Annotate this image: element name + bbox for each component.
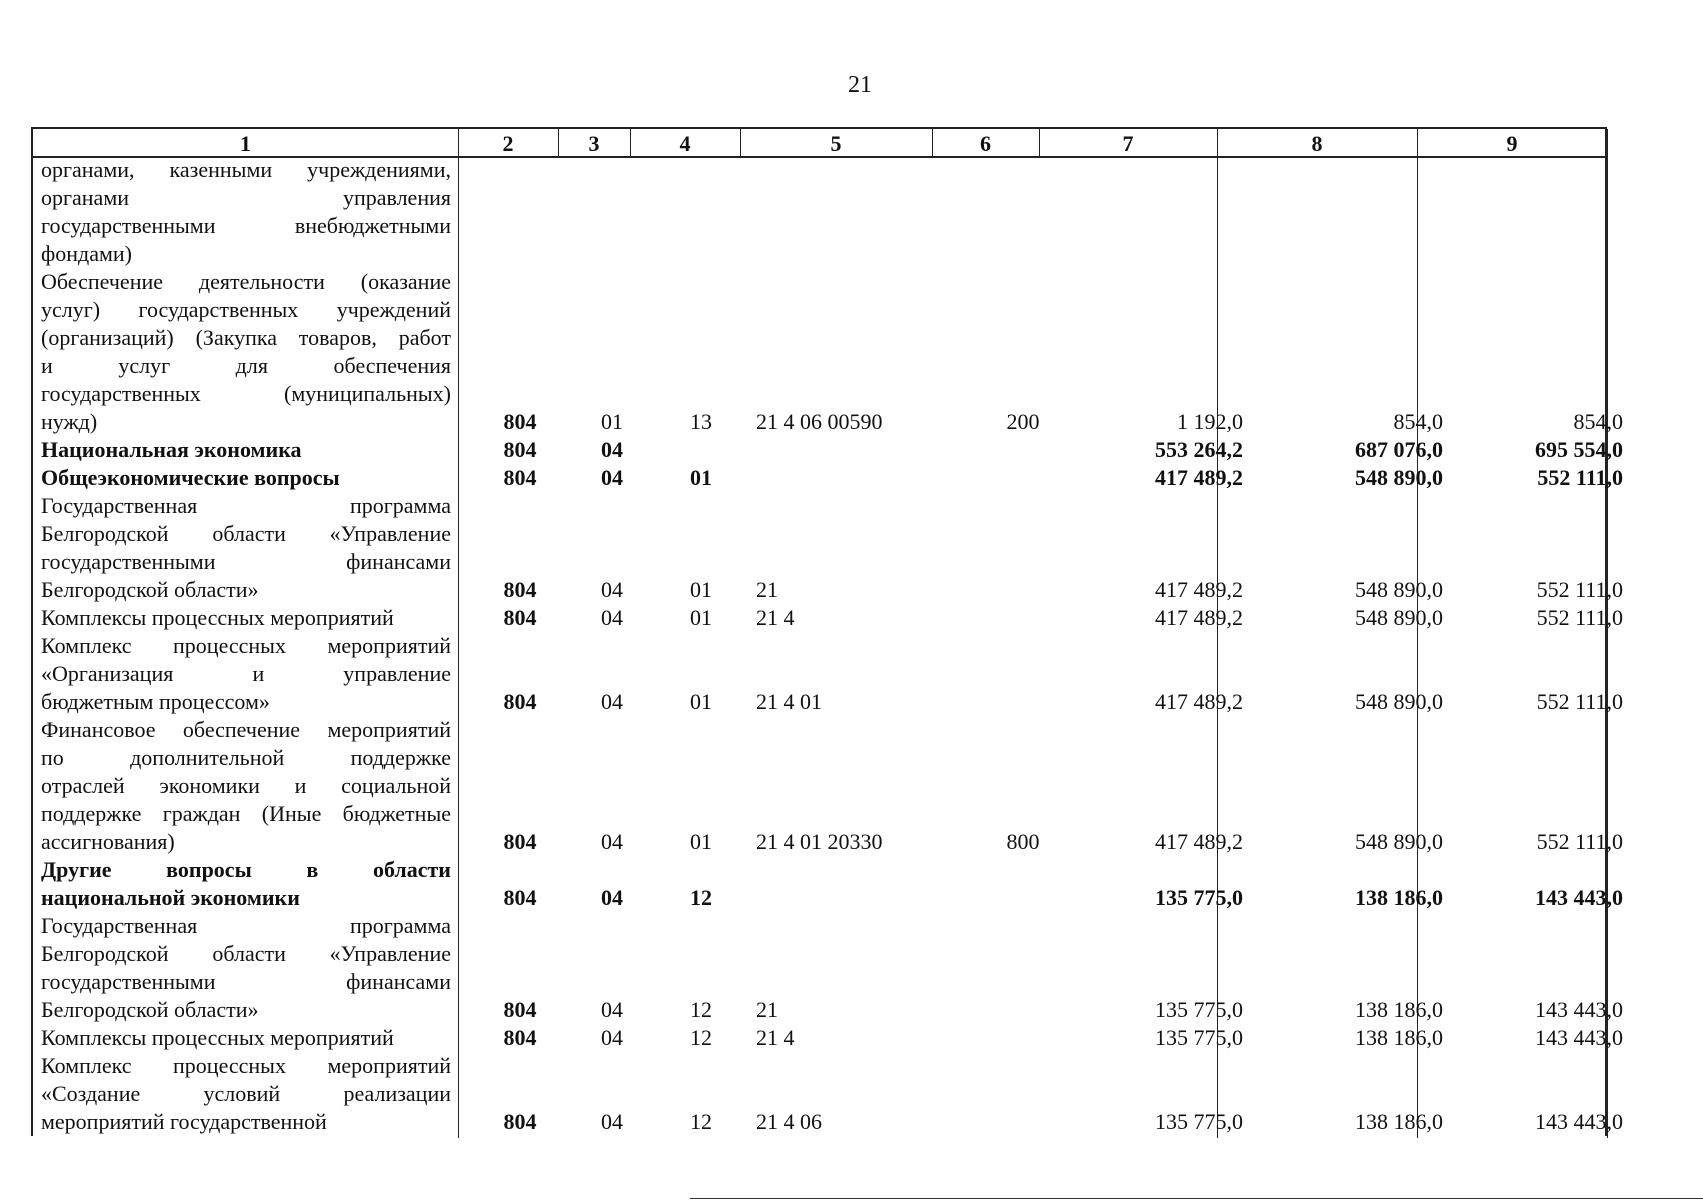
table-row [33,604,1623,632]
budget-table [31,127,1623,1136]
cell-col-8: 138 186,0 [1355,1109,1443,1134]
row-name-line: национальной экономики [41,885,300,910]
cell-col-5: 21 4 06 [756,1109,822,1134]
row-name-line: поддержке граждан (Иные бюджетные [41,801,451,826]
header-col-4: 4 [679,131,691,156]
row-name [41,856,451,912]
cell-col-7: 553 264,2 [1155,437,1243,462]
cell-col-5: 21 4 01 [756,689,822,714]
column-divider [1607,129,1608,1138]
table-row [33,268,1623,436]
cell-col-8: 138 186,0 [1355,997,1443,1022]
cell-col-6: 800 [1006,829,1040,854]
cell-col-4: 13 [690,409,712,434]
cell-col-4: 12 [690,997,712,1022]
row-name-line: Белгородской области «Управление [41,941,451,966]
header-divider [630,129,631,156]
header-divider [740,129,741,156]
row-name [41,912,451,1024]
cell-col-4: 01 [690,577,712,602]
header-col-6: 6 [980,131,991,156]
cell-col-9: 552 111,0 [1537,465,1623,490]
cell-col-2: 804 [503,1109,537,1134]
header-col-5: 5 [830,131,842,156]
cell-col-2: 804 [503,689,537,714]
cell-col-7: 417 489,2 [1155,465,1243,490]
row-name-line: мероприятий государственной [41,1109,327,1134]
cell-col-6: 200 [1006,409,1040,434]
header-col-9: 9 [1506,131,1518,156]
cell-col-2: 804 [503,605,537,630]
row-name-line: Финансовое обеспечение мероприятий [41,717,451,742]
row-name [41,632,451,716]
footer-rule [690,1198,1703,1199]
row-name-line: ассигнования) [41,829,175,854]
table-row [33,156,1605,268]
row-name-line: Обеспечение деятельности (оказание [41,269,451,294]
cell-col-4: 01 [690,465,712,490]
cell-col-3: 01 [601,409,623,434]
row-name-line: по дополнительной поддержке [41,745,451,770]
cell-col-7: 1 192,0 [1177,409,1243,434]
cell-col-7: 417 489,2 [1155,577,1243,602]
cell-col-9: 143 443,0 [1535,997,1623,1022]
cell-col-5: 21 [756,997,778,1022]
table-row [33,716,1623,856]
table-row [33,1052,1623,1136]
cell-col-2: 804 [503,1025,537,1050]
row-name [41,716,451,856]
cell-col-8: 687 076,0 [1355,437,1443,462]
cell-col-3: 04 [601,1025,623,1050]
row-name [41,436,451,464]
row-name-line: государственных (муниципальных) [41,381,451,406]
cell-col-8: 854,0 [1393,409,1443,434]
table-row [33,632,1623,716]
cell-col-4: 01 [690,829,712,854]
cell-col-4: 12 [690,1109,712,1134]
row-name-line: услуг) государственных учреждений [41,297,451,322]
header-divider [1039,129,1040,156]
cell-col-8: 548 890,0 [1355,829,1443,854]
row-name [41,1024,451,1052]
cell-col-4: 01 [690,605,712,630]
table-header [33,129,1605,158]
cell-col-5: 21 4 06 00590 [756,409,883,434]
header-divider [558,129,559,156]
cell-col-8: 138 186,0 [1355,885,1443,910]
cell-col-9: 552 111,0 [1536,605,1623,630]
row-name-line: отраслей экономики и социальной [41,773,451,798]
cell-col-3: 04 [601,689,623,714]
header-col-3: 3 [588,131,600,156]
header-col-8: 8 [1311,131,1323,156]
cell-col-4: 01 [690,689,712,714]
table-row [33,1024,1623,1052]
row-name-line: государственными финансами [41,549,451,574]
cell-col-8: 138 186,0 [1355,1025,1443,1050]
cell-col-3: 04 [601,465,623,490]
row-name-line: Белгородской области» [41,577,259,602]
row-name-line: органами управления [41,185,451,210]
row-name-line: Другие вопросы в области [41,857,451,882]
cell-col-4: 12 [690,885,712,910]
cell-col-7: 135 775,0 [1155,997,1243,1022]
cell-col-9: 143 443,0 [1535,1109,1623,1134]
cell-col-9: 854,0 [1573,409,1623,434]
cell-col-8: 548 890,0 [1355,465,1443,490]
row-name-line: Белгородской области «Управление [41,521,451,546]
row-name-line: Национальная экономика [41,437,302,462]
header-col-2: 2 [502,131,514,156]
cell-col-9: 143 443,0 [1535,885,1623,910]
cell-col-7: 135 775,0 [1155,1109,1243,1134]
cell-col-7: 417 489,2 [1155,605,1243,630]
row-name [41,464,451,492]
row-name-line: бюджетным процессом» [41,689,270,714]
header-col-1: 1 [240,131,251,156]
cell-col-8: 548 890,0 [1355,605,1443,630]
cell-col-8: 548 890,0 [1355,689,1443,714]
row-name-line: Комплекс процессных мероприятий [41,633,451,658]
row-name-line: Государственная программа [41,493,451,518]
header-col-7: 7 [1122,131,1134,156]
cell-col-2: 804 [503,885,537,910]
table-row [33,464,1623,492]
row-name-line: Общеэкономические вопросы [41,465,340,490]
header-divider [932,129,933,156]
page-number: 21 [848,72,872,98]
row-name [41,156,451,268]
cell-col-5: 21 [756,577,778,602]
row-name-line: «Организация и управление [41,661,451,686]
row-name-line: Комплексы процессных мероприятий [41,605,394,630]
row-name [41,492,451,604]
cell-col-3: 04 [601,885,623,910]
cell-col-2: 804 [503,829,537,854]
cell-col-3: 04 [601,605,623,630]
row-name-line: и услуг для обеспечения [41,353,451,378]
row-name-line: органами, казенными учреждениями, [41,157,451,182]
cell-col-3: 04 [601,829,623,854]
cell-col-2: 804 [503,465,537,490]
row-name [41,604,451,632]
table-row [33,492,1623,604]
table-row [33,912,1623,1024]
row-name [41,268,451,436]
row-name-line: фондами) [41,241,133,266]
cell-col-5: 21 4 01 20330 [756,829,883,854]
cell-col-7: 135 775,0 [1155,1025,1243,1050]
cell-col-8: 548 890,0 [1355,577,1443,602]
cell-col-2: 804 [503,577,537,602]
cell-col-9: 552 111,0 [1536,689,1623,714]
cell-col-9: 552 111,0 [1536,577,1623,602]
row-name [41,1052,451,1136]
cell-col-7: 417 489,2 [1155,689,1243,714]
cell-col-9: 695 554,0 [1535,437,1623,462]
row-name-line: (организаций) (Закупка товаров, работ [41,325,451,350]
cell-col-3: 04 [601,437,623,462]
row-name-line: государственными финансами [41,969,451,994]
cell-col-7: 135 775,0 [1155,885,1243,910]
cell-col-7: 417 489,2 [1155,829,1243,854]
row-name-line: государственными внебюджетными [41,213,451,238]
table-row [33,436,1623,464]
cell-col-9: 552 111,0 [1536,829,1623,854]
row-name-line: Комплексы процессных мероприятий [41,1025,394,1050]
cell-col-2: 804 [503,437,537,462]
row-name-line: нужд) [41,409,98,434]
cell-col-2: 804 [503,409,537,434]
cell-col-3: 04 [601,1109,623,1134]
table-row [33,856,1623,912]
cell-col-5: 21 4 [756,605,795,630]
row-name-line: «Создание условий реализации [41,1081,451,1106]
row-name-line: Государственная программа [41,913,451,938]
cell-col-5: 21 4 [756,1025,795,1050]
row-name-line: Комплекс процессных мероприятий [41,1053,451,1078]
row-name-line: Белгородской области» [41,997,259,1022]
cell-col-2: 804 [503,997,537,1022]
cell-col-3: 04 [601,997,623,1022]
cell-col-3: 04 [601,577,623,602]
cell-col-9: 143 443,0 [1535,1025,1623,1050]
cell-col-4: 12 [690,1025,712,1050]
